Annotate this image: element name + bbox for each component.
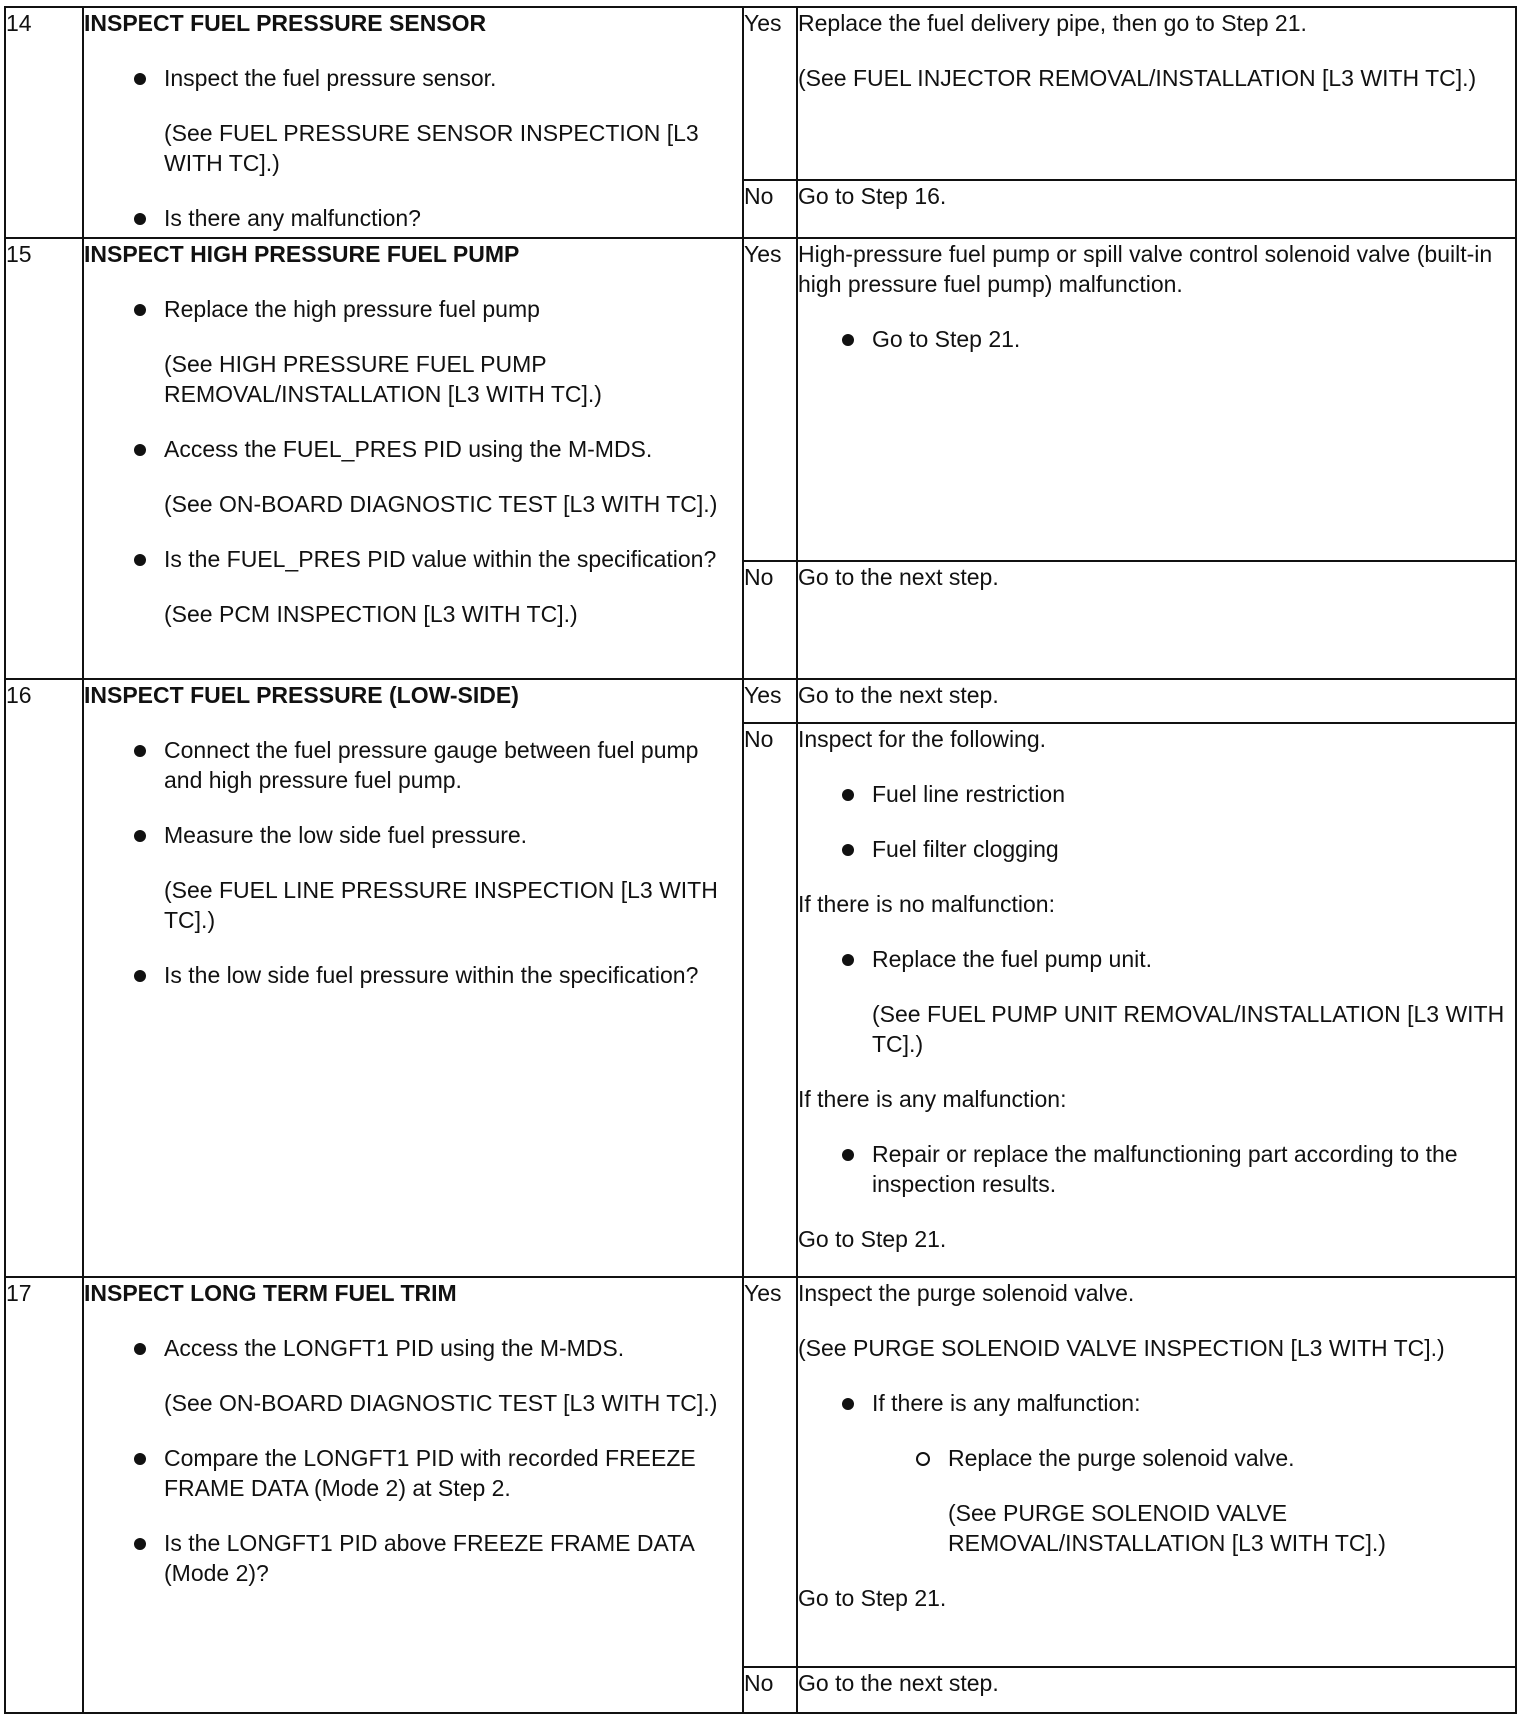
bullet-item: If there is any malfunction:: [798, 1388, 1515, 1418]
reference-link[interactable]: (See ON-BOARD DIAGNOSTIC TEST [L3 WITH TC].): [164, 1390, 718, 1417]
step-number: 15: [5, 238, 83, 679]
reference-link[interactable]: (See FUEL PUMP UNIT REMOVAL/INSTALLATION [L3 WITH TC].): [872, 1000, 1505, 1057]
yes-label: Yes: [743, 7, 797, 180]
action-text: Go to Step 21.: [798, 1585, 947, 1612]
bullet-item: Replace the high pressure fuel pump: [84, 294, 742, 324]
action-text: Replace the fuel delivery pipe, then go to Step 21.: [798, 10, 1307, 36]
step-14-yes-row: [5, 7, 1516, 180]
yes-action-cell: [797, 679, 1516, 723]
yes-action-cell: [797, 7, 1516, 180]
bullet-item: Measure the low side fuel pressure.: [84, 820, 742, 850]
action-text: Go to the next step.: [798, 682, 999, 709]
no-action-cell: [797, 1667, 1516, 1713]
no-label: No: [743, 561, 797, 679]
reference-link[interactable]: (See FUEL LINE PRESSURE INSPECTION [L3 WITH TC].): [164, 877, 718, 934]
step-title: INSPECT HIGH PRESSURE FUEL PUMP: [84, 241, 520, 268]
step-number: 17: [5, 1277, 83, 1713]
bullet-item: Is there any malfunction?: [84, 203, 742, 233]
diagnostic-procedure-table: [4, 6, 1517, 1714]
bullet-item: Connect the fuel pressure gauge between fuel pump and high pressure fuel pump.: [84, 735, 742, 795]
step-inspection-cell: [83, 7, 743, 238]
bullet-item: Is the low side fuel pressure within the specification?: [84, 960, 742, 990]
action-text: If there is any malfunction:: [798, 1085, 1067, 1112]
step-15-yes-row: [5, 238, 1516, 561]
bullet-item: Compare the LONGFT1 PID with recorded FREEZE FRAME DATA (Mode 2) at Step 2.: [84, 1443, 742, 1503]
no-label: No: [743, 723, 797, 1277]
step-title: INSPECT LONG TERM FUEL TRIM: [84, 1280, 457, 1307]
action-text: Inspect the purge solenoid valve.: [798, 1280, 1135, 1307]
action-text: Go to Step 21.: [798, 1225, 947, 1252]
bullet-item: Go to Step 21.: [798, 324, 1515, 354]
step-inspection-cell: [83, 679, 743, 1277]
bullet-item: Access the FUEL_PRES PID using the M-MDS.: [84, 434, 742, 464]
bullet-item: Is the FUEL_PRES PID value within the specification?: [84, 544, 742, 574]
bullet-item: Is the LONGFT1 PID above FREEZE FRAME DATA (Mode 2)?: [84, 1528, 742, 1588]
step-number: 14: [5, 7, 83, 238]
yes-action-cell: [797, 238, 1516, 561]
action-text: Inspect for the following.: [798, 725, 1047, 752]
bullet-item: Access the LONGFT1 PID using the M-MDS.: [84, 1333, 742, 1363]
no-action-cell: [797, 561, 1516, 679]
step-inspection-cell: [83, 1277, 743, 1713]
step-title: INSPECT FUEL PRESSURE SENSOR: [84, 10, 487, 36]
reference-link[interactable]: (See ON-BOARD DIAGNOSTIC TEST [L3 WITH TC].): [164, 491, 718, 518]
action-text: If there is no malfunction:: [798, 890, 1055, 917]
action-text: Go to the next step.: [798, 564, 999, 591]
bullet-item: Inspect the fuel pressure sensor.: [84, 63, 742, 93]
yes-label: Yes: [743, 1277, 797, 1667]
reference-link[interactable]: (See PCM INSPECTION [L3 WITH TC].): [164, 601, 578, 628]
yes-label: Yes: [743, 679, 797, 723]
reference-link[interactable]: (See PURGE SOLENOID VALVE INSPECTION [L3 WITH TC].): [798, 1335, 1445, 1362]
step-title: INSPECT FUEL PRESSURE (LOW-SIDE): [84, 682, 519, 709]
reference-link[interactable]: (See FUEL INJECTOR REMOVAL/INSTALLATION [L3 WITH TC].): [798, 65, 1477, 91]
bullet-item: Fuel filter clogging: [798, 834, 1515, 864]
sub-bullet-item: Replace the purge solenoid valve.: [798, 1443, 1515, 1473]
step-16-yes-row: [5, 679, 1516, 723]
action-text: Go to the next step.: [798, 1670, 999, 1697]
no-label: No: [743, 1667, 797, 1713]
bullet-item: Repair or replace the malfunctioning part according to the inspection results.: [798, 1139, 1515, 1199]
reference-link[interactable]: (See HIGH PRESSURE FUEL PUMP REMOVAL/INSTALLATION [L3 WITH TC].): [164, 351, 602, 408]
no-action-cell: [797, 723, 1516, 1277]
reference-link[interactable]: (See FUEL PRESSURE SENSOR INSPECTION [L3 WITH TC].): [164, 120, 699, 176]
bullet-item: Replace the fuel pump unit.: [798, 944, 1515, 974]
step-number: 16: [5, 679, 83, 1277]
no-label: No: [743, 180, 797, 238]
action-text: Go to Step 16.: [798, 182, 947, 209]
yes-action-cell: [797, 1277, 1516, 1667]
step-17-yes-row: [5, 1277, 1516, 1667]
bullet-item: Fuel line restriction: [798, 779, 1515, 809]
no-action-cell: [797, 180, 1516, 238]
reference-link[interactable]: (See PURGE SOLENOID VALVE REMOVAL/INSTALLATION [L3 WITH TC].): [948, 1500, 1386, 1557]
yes-label: Yes: [743, 238, 797, 561]
step-inspection-cell: [83, 238, 743, 679]
action-text: High-pressure fuel pump or spill valve control solenoid valve (built-in high pressure fuel pump) malfunction.: [798, 241, 1493, 298]
